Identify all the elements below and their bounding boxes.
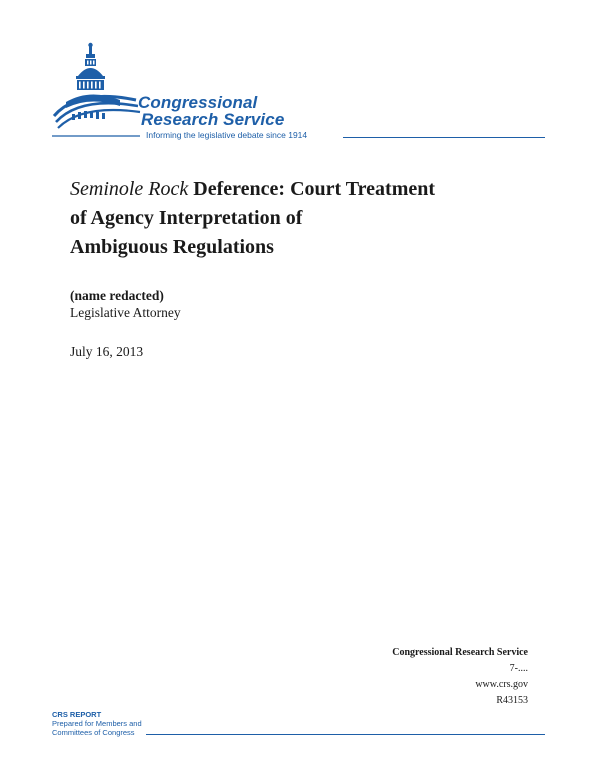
title-line-2: of Agency Interpretation of <box>70 207 303 229</box>
title-line-3: Ambiguous Regulations <box>70 236 274 258</box>
footer-report-number: R43153 <box>496 695 528 706</box>
footer-website[interactable]: www.crs.gov <box>475 679 528 690</box>
author-role: Legislative Attorney <box>70 305 181 320</box>
crs-report-heading: CRS REPORT <box>52 710 102 719</box>
title-italic-case-name: Seminole Rock <box>70 178 189 200</box>
org-name <box>138 94 284 128</box>
footer-org: Congressional Research Service <box>392 647 528 658</box>
author-name: (name redacted) <box>70 288 164 303</box>
capitol-dome-icon <box>50 42 150 142</box>
header-divider <box>343 137 545 138</box>
report-title <box>70 175 530 262</box>
org-name-line1: Congressional <box>138 93 258 112</box>
footer-contact <box>268 645 528 709</box>
crs-logo <box>50 42 550 147</box>
title-line-1 <box>70 175 530 204</box>
footer-divider <box>146 734 545 735</box>
crs-report-label <box>52 710 552 737</box>
title-line1-rest: Deference: Court Treatment <box>188 178 436 200</box>
report-date: July 16, 2013 <box>70 344 144 359</box>
crs-report-line1: Prepared for Members and <box>52 719 142 728</box>
org-name-line2: Research Service <box>141 110 285 129</box>
org-tagline: Informing the legislative debate since 1914 <box>146 130 308 140</box>
footer-phone: 7-.... <box>509 663 528 674</box>
crs-report-line2: Committees of Congress <box>52 728 135 737</box>
